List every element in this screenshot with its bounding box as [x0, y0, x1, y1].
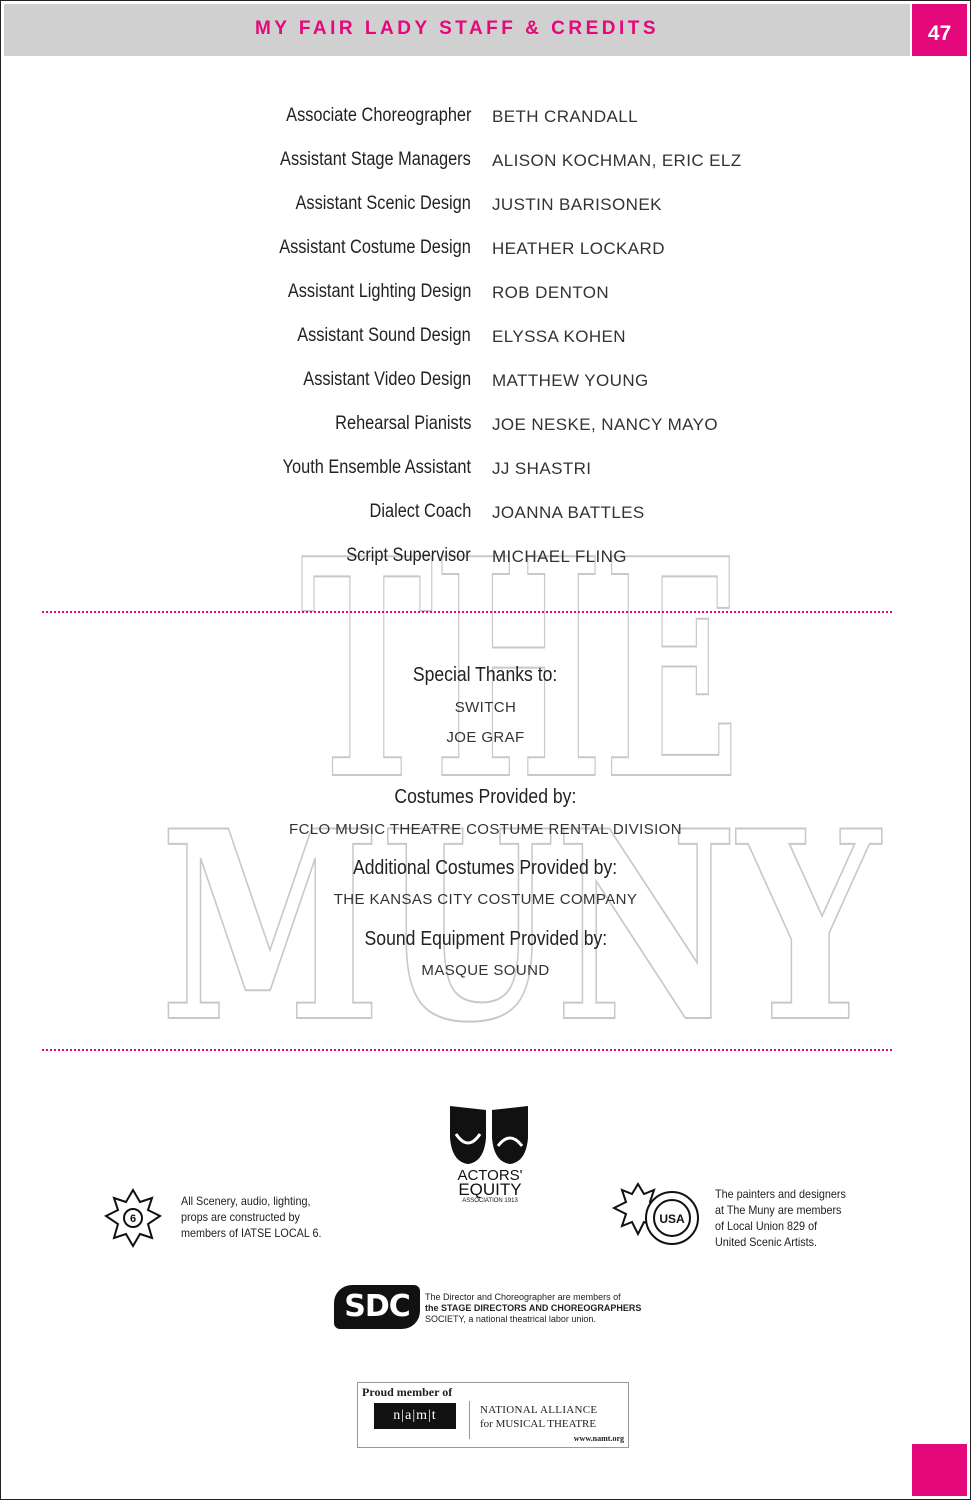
page-title: MY FAIR LADY STAFF & CREDITS [254, 18, 660, 39]
credit-role: Assistant Stage Managers [280, 149, 471, 170]
iatse6-note: All Scenery, audio, lighting, props are constructed by members of IATSE LOCAL 6. [181, 1194, 322, 1240]
comedy-mask-icon [492, 1106, 528, 1164]
special-thanks-item: JOE GRAF [446, 729, 525, 746]
credit-name: ALISON KOCHMAN, ERIC ELZ [492, 151, 742, 170]
provided-heading: Additional Costumes Provided by: [353, 857, 618, 879]
credit-role: Assistant Video Design [303, 369, 471, 390]
usa-829-emblem [608, 1180, 708, 1250]
credit-name: MATTHEW YOUNG [492, 371, 649, 390]
credit-name: JJ SHASTRI [492, 459, 592, 478]
credit-role: Assistant Costume Design [279, 237, 471, 258]
sdc-note: The Director and Choreographer are members of the STAGE DIRECTORS AND CHOREOGRAPHERS SOCIETY, a national theatrical labor union. [425, 1292, 642, 1324]
credit-role: Assistant Sound Design [297, 325, 471, 346]
namt-url: www.namt.org [573, 1434, 624, 1443]
credit-row [0, 149, 971, 179]
credit-name: ROB DENTON [492, 283, 610, 302]
equity-line2: EQUITY [458, 1180, 522, 1199]
watermark-line2: MUNY [160, 775, 885, 1030]
sdc-logo: SDC [334, 1285, 420, 1329]
provided-value: FCLO MUSIC THEATRE COSTUME RENTAL DIVISION [289, 821, 682, 838]
equity-line1: ACTORS' [457, 1167, 523, 1184]
special-thanks-heading: Special Thanks to: [413, 664, 558, 686]
credit-row [0, 457, 971, 487]
credit-name: HEATHER LOCKARD [492, 239, 665, 258]
bottom-accent-tab [912, 1444, 967, 1496]
credit-name: JUSTIN BARISONEK [492, 195, 662, 214]
credit-name: BETH CRANDALL [492, 107, 638, 126]
credit-name: ELYSSA KOHEN [492, 327, 626, 346]
credit-row [0, 501, 971, 531]
iatse-local-6-emblem [102, 1188, 164, 1250]
credit-row [0, 193, 971, 223]
provided-heading: Sound Equipment Provided by: [364, 928, 607, 950]
credit-row [0, 325, 971, 355]
credit-row [0, 281, 971, 311]
watermark-line1: THE [300, 540, 740, 846]
page-header [4, 4, 910, 56]
provided-heading: Costumes Provided by: [394, 786, 577, 808]
dotted-divider [42, 1049, 892, 1051]
namt-logo: n|a|m|t [374, 1403, 456, 1429]
namt-line1: NATIONAL ALLIANCE [480, 1404, 598, 1416]
credit-role: Assistant Lighting Design [287, 281, 471, 302]
credit-role: Youth Ensemble Assistant [282, 457, 471, 478]
credit-name: JOE NESKE, NANCY MAYO [492, 415, 718, 434]
credit-role: Dialect Coach [369, 501, 471, 522]
provided-value: THE KANSAS CITY COSTUME COMPANY [333, 891, 638, 908]
credit-row [0, 413, 971, 443]
credit-role: Associate Choreographer [285, 105, 471, 126]
actors-equity-logo [440, 1104, 540, 1204]
dotted-divider [42, 611, 892, 613]
equity-line3: ASSOCIATION 1913 [462, 1198, 518, 1204]
credit-role: Script Supervisor [346, 545, 471, 566]
credit-name: MICHAEL FLING [492, 547, 627, 566]
namt-divider [469, 1401, 470, 1439]
namt-line2: for MUSICAL THEATRE [480, 1418, 597, 1430]
credit-role: Rehearsal Pianists [334, 413, 471, 434]
credit-row [0, 237, 971, 267]
credit-row [0, 105, 971, 135]
namt-membership-box [357, 1382, 629, 1448]
usa-badge-text: USA [659, 1212, 685, 1226]
credit-row [0, 369, 971, 399]
page-number: 47 [912, 4, 967, 56]
usa829-note: The painters and designers at The Muny are members of Local Union 829 of United Scenic Artists. [715, 1187, 846, 1249]
iatse-badge-number: 6 [129, 1213, 137, 1225]
credit-role: Assistant Scenic Design [295, 193, 471, 214]
credit-row [0, 545, 971, 575]
namt-proud-label: Proud member of [362, 1385, 453, 1399]
provided-value: MASQUE SOUND [421, 962, 550, 979]
muny-watermark [150, 540, 890, 1030]
special-thanks-item: SWITCH [454, 699, 517, 716]
credit-name: JOANNA BATTLES [492, 503, 645, 522]
